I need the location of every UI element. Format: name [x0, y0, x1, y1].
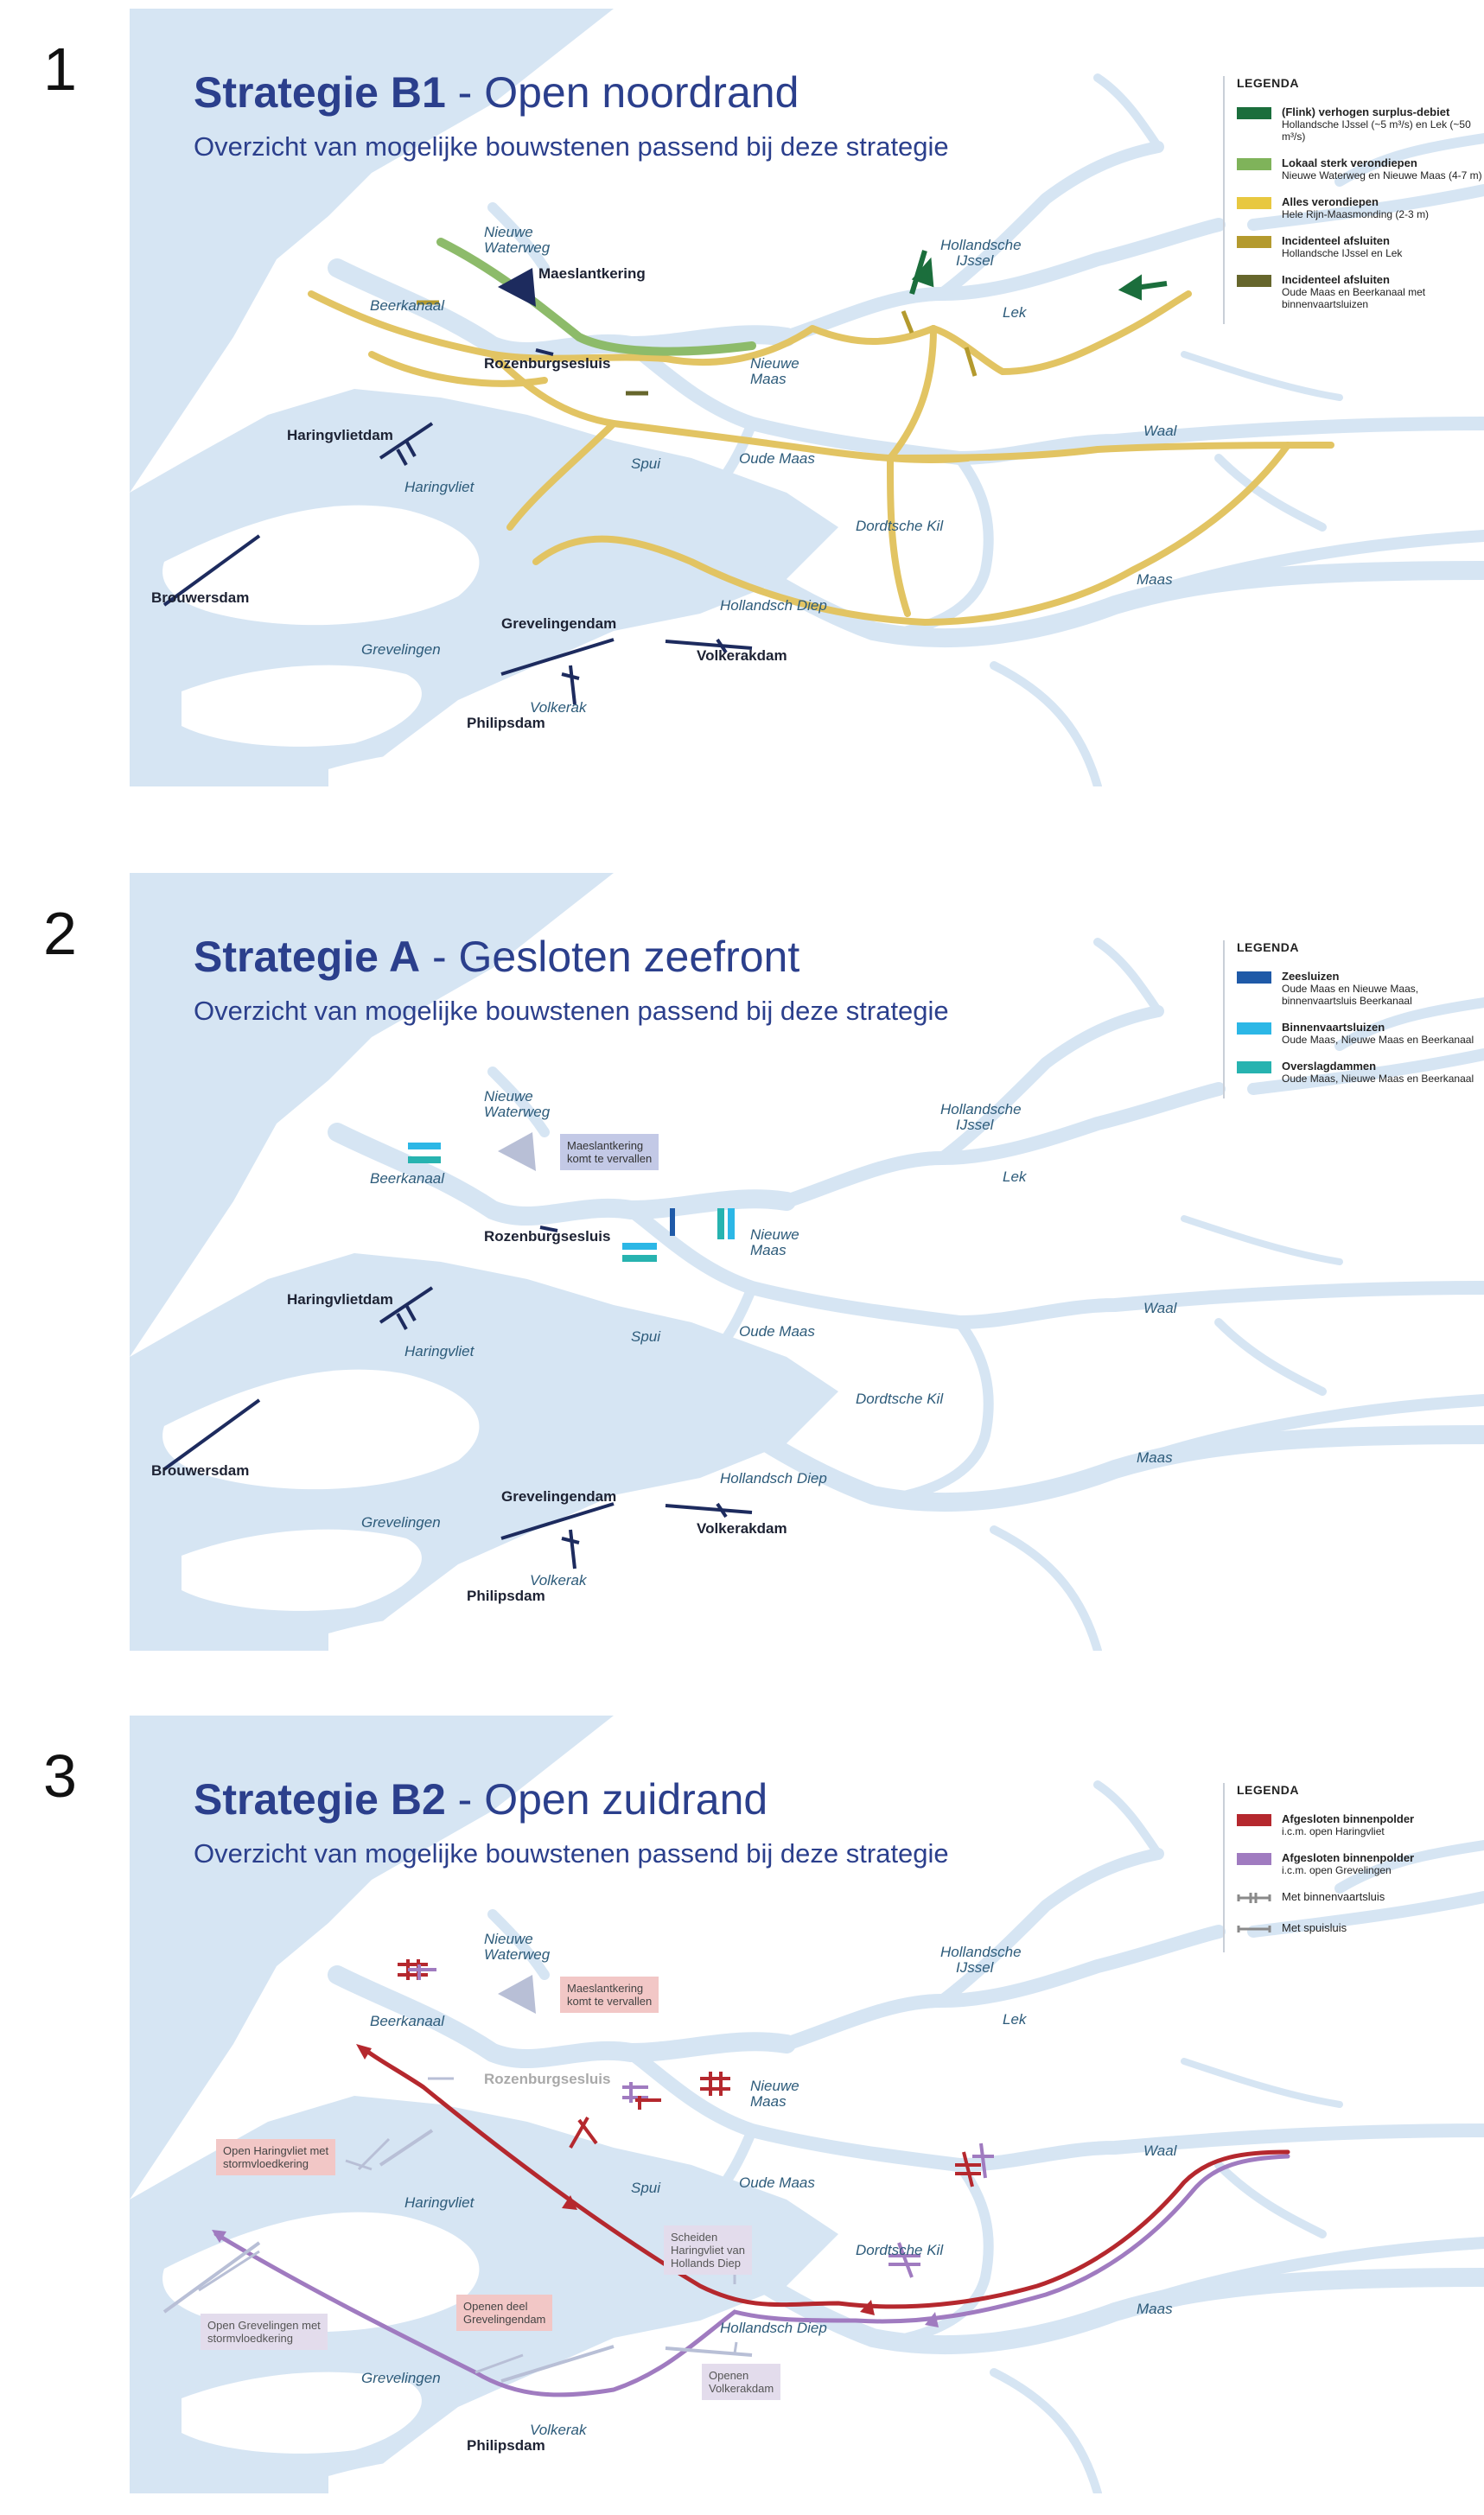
- label-hollandsche-ijssel: Hollandsche IJssel: [940, 237, 1022, 269]
- label-haringvliet: Haringvliet: [404, 2194, 474, 2211]
- legend-item: Afgesloten binnenpolder i.c.m. open Grevelingen: [1237, 1851, 1484, 1876]
- legend-title: LEGENDA: [1237, 940, 1299, 954]
- subtitle-1: Overzicht van mogelijke bouwstenen passend bij deze strategie: [194, 131, 949, 162]
- label-spui: Spui: [631, 455, 661, 472]
- label-hollandsche-ijssel: Hollandsche IJssel: [940, 1944, 1022, 1976]
- label-haringvliet: Haringvliet: [404, 1343, 474, 1359]
- callout-openen-grevelingendam: Openen deel Grevelingendam: [456, 2295, 552, 2331]
- label-grevelingendam: Grevelingendam: [501, 1488, 617, 1505]
- label-lek: Lek: [1003, 304, 1027, 321]
- panel-number-2: 2: [43, 900, 77, 967]
- label-lek: Lek: [1003, 1168, 1027, 1185]
- map-panel-strategie-b2: [130, 1716, 1484, 2493]
- label-nieuwe-maas: Nieuwe Maas: [750, 2078, 799, 2110]
- label-volkerak: Volkerak: [530, 699, 587, 716]
- callout-openen-volkerakdam: Openen Volkerakdam: [702, 2364, 780, 2400]
- map-panel-strategie-a: [130, 873, 1484, 1651]
- label-hollandsch-diep: Hollandsch Diep: [720, 1470, 827, 1487]
- legend-item: Met binnenvaartsluis: [1237, 1890, 1484, 1907]
- label-hollandsch-diep: Hollandsch Diep: [720, 2320, 827, 2336]
- legend-item: (Flink) verhogen surplus-debiet Hollandsche IJssel (~5 m³/s) en Lek (~50 m³/s): [1237, 105, 1484, 143]
- spuisluis-icon: [1237, 1921, 1271, 1937]
- legend-1: [1223, 76, 1484, 324]
- label-spui: Spui: [631, 1328, 661, 1345]
- panel-number-3: 3: [43, 1742, 77, 1810]
- label-nieuwe-maas: Nieuwe Maas: [750, 1226, 799, 1258]
- subtitle-3: Overzicht van mogelijke bouwstenen passend bij deze strategie: [194, 1838, 949, 1869]
- label-nieuwe-waterweg: Nieuwe Waterweg: [484, 1088, 551, 1120]
- page-title-3: Strategie B2 - Open zuidrand: [194, 1775, 768, 1824]
- callout-maeslantkering: Maeslantkering komt te vervallen: [560, 1977, 659, 2013]
- page-title-2: Strategie A - Gesloten zeefront: [194, 933, 800, 981]
- page-title-1: Strategie B1 - Open noordrand: [194, 68, 799, 117]
- label-grevelingendam: Grevelingendam: [501, 615, 617, 632]
- label-philipsdam: Philipsdam: [467, 2437, 545, 2454]
- label-haringvliet: Haringvliet: [404, 479, 474, 495]
- label-grevelingen: Grevelingen: [361, 641, 441, 658]
- label-haringvlietdam: Haringvlietdam: [287, 1291, 393, 1308]
- callout-open-haringvliet: Open Haringvliet met stormvloedkering: [216, 2139, 335, 2175]
- legend-item: Met spuisluis: [1237, 1921, 1484, 1939]
- label-grevelingen: Grevelingen: [361, 2370, 441, 2386]
- legend-title: LEGENDA: [1237, 1783, 1299, 1797]
- label-grevelingen: Grevelingen: [361, 1514, 441, 1531]
- label-brouwersdam: Brouwersdam: [151, 1462, 250, 1479]
- legend-3: [1223, 1783, 1484, 1952]
- label-volkerak: Volkerak: [530, 2422, 587, 2438]
- label-nieuwe-waterweg: Nieuwe Waterweg: [484, 224, 551, 256]
- label-waal: Waal: [1143, 1300, 1177, 1316]
- callout-scheiden-haringvliet: Scheiden Haringvliet van Hollands Diep: [664, 2225, 752, 2275]
- callout-maeslantkering: Maeslantkering komt te vervallen: [560, 1134, 659, 1170]
- label-volkerak: Volkerak: [530, 1572, 587, 1589]
- label-lek: Lek: [1003, 2011, 1027, 2028]
- label-waal: Waal: [1143, 2143, 1177, 2159]
- callout-open-grevelingen: Open Grevelingen met stormvloedkering: [201, 2314, 328, 2350]
- label-beerkanaal: Beerkanaal: [370, 297, 445, 314]
- label-hollandsch-diep: Hollandsch Diep: [720, 597, 827, 614]
- legend-item: Binnenvaartsluizen Oude Maas, Nieuwe Maas en Beerkanaal: [1237, 1021, 1484, 1046]
- panel-number-1: 1: [43, 35, 77, 103]
- binnenvaartsluis-icon: [1237, 1890, 1271, 1906]
- label-oude-maas: Oude Maas: [739, 450, 815, 467]
- label-rozenburgsesluis: Rozenburgsesluis: [484, 1228, 611, 1245]
- label-dordtsche-kil: Dordtsche Kil: [856, 518, 944, 534]
- legend-2: [1223, 940, 1484, 1098]
- label-nieuwe-maas: Nieuwe Maas: [750, 355, 799, 387]
- label-nieuwe-waterweg: Nieuwe Waterweg: [484, 1931, 551, 1963]
- legend-item: Zeesluizen Oude Maas en Nieuwe Maas, binnenvaartsluis Beerkanaal: [1237, 970, 1484, 1007]
- label-dordtsche-kil: Dordtsche Kil: [856, 2242, 944, 2258]
- legend-item: Afgesloten binnenpolder i.c.m. open Haringvliet: [1237, 1812, 1484, 1837]
- label-haringvlietdam: Haringvlietdam: [287, 427, 393, 443]
- legend-item: Incidenteel afsluiten Hollandsche IJssel en Lek: [1237, 234, 1484, 259]
- label-rozenburgsesluis: Rozenburgsesluis: [484, 355, 611, 372]
- label-maas: Maas: [1137, 2301, 1173, 2317]
- label-dordtsche-kil: Dordtsche Kil: [856, 1391, 944, 1407]
- label-maas: Maas: [1137, 571, 1173, 588]
- legend-title: LEGENDA: [1237, 76, 1299, 90]
- label-maeslantkering: Maeslantkering: [538, 265, 646, 282]
- label-waal: Waal: [1143, 423, 1177, 439]
- label-maas: Maas: [1137, 1449, 1173, 1466]
- label-oude-maas: Oude Maas: [739, 1323, 815, 1340]
- label-volkerakdam: Volkerakdam: [697, 1520, 787, 1537]
- legend-item: Alles verondiepen Hele Rijn-Maasmonding (2-3 m): [1237, 195, 1484, 220]
- label-oude-maas: Oude Maas: [739, 2174, 815, 2191]
- label-brouwersdam: Brouwersdam: [151, 589, 250, 606]
- label-volkerakdam: Volkerakdam: [697, 647, 787, 664]
- subtitle-2: Overzicht van mogelijke bouwstenen passend bij deze strategie: [194, 996, 949, 1026]
- legend-item: Lokaal sterk verondiepen Nieuwe Waterweg en Nieuwe Maas (4-7 m): [1237, 156, 1484, 181]
- label-rozenburgsesluis: Rozenburgsesluis: [484, 2071, 611, 2087]
- label-hollandsche-ijssel: Hollandsche IJssel: [940, 1101, 1022, 1133]
- label-philipsdam: Philipsdam: [467, 1588, 545, 1604]
- label-philipsdam: Philipsdam: [467, 715, 545, 731]
- legend-item: Overslagdammen Oude Maas, Nieuwe Maas en Beerkanaal: [1237, 1060, 1484, 1085]
- legend-item: Incidenteel afsluiten Oude Maas en Beerkanaal met binnenvaartsluizen: [1237, 273, 1484, 310]
- label-beerkanaal: Beerkanaal: [370, 1170, 445, 1187]
- label-beerkanaal: Beerkanaal: [370, 2013, 445, 2029]
- map-panel-strategie-b1: [130, 9, 1484, 786]
- label-spui: Spui: [631, 2180, 661, 2196]
